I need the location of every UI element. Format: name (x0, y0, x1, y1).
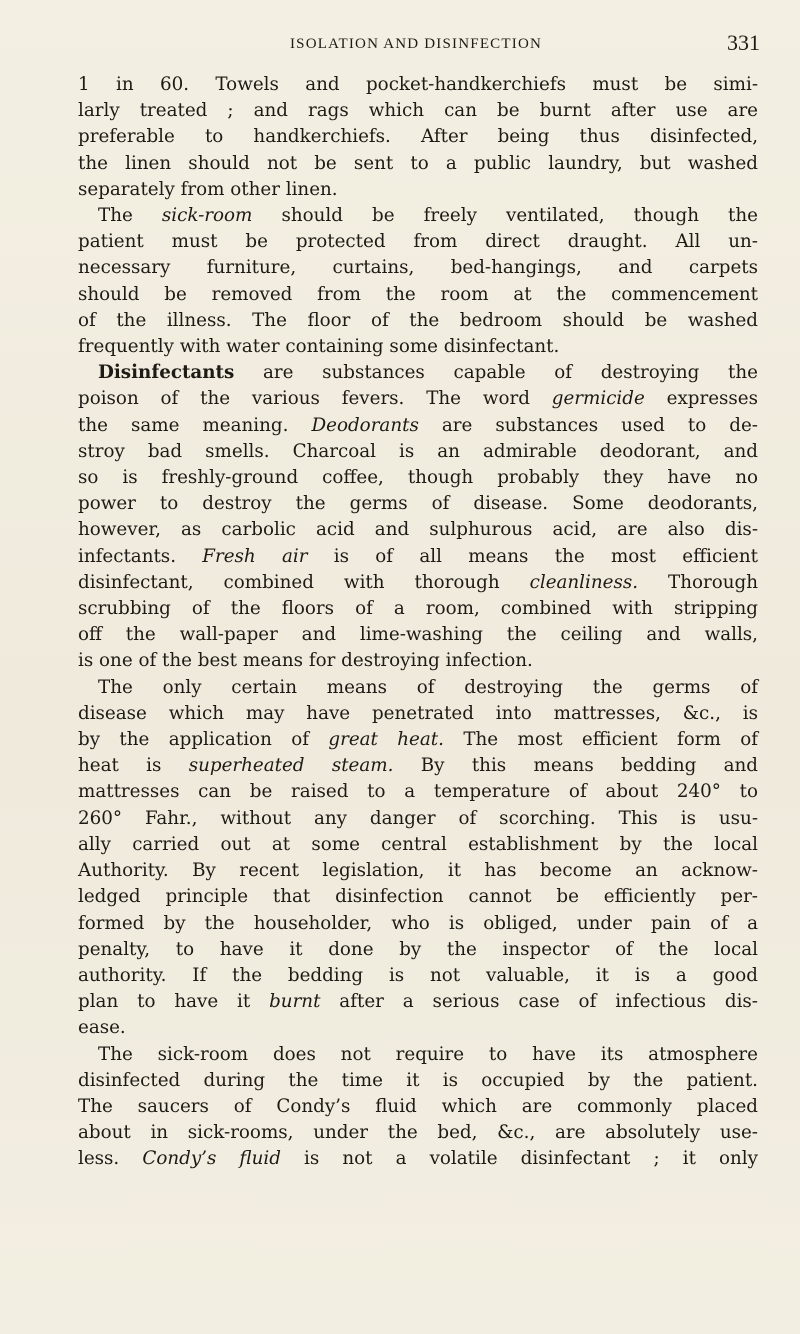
text-line: mattresses can be raised to a temperature of about 240° to (78, 781, 758, 803)
text-line: formed by the householder, who is obliged, under pain of a (78, 912, 758, 934)
text-segment: should be freely ventilated, though the (252, 205, 758, 227)
text-segment: are substances used to de- (418, 414, 758, 436)
text-line: is one of the best means for destroying infection. (78, 650, 533, 672)
italic-term: cleanliness. (529, 571, 639, 593)
text-segment: The (98, 205, 162, 227)
text-line: stroy bad smells. Charcoal is an admirable deodorant, and (78, 440, 758, 462)
text-line: The sick-room does not require to have its atmosphere (98, 1043, 758, 1065)
text-line (78, 203, 758, 229)
italic-term: Condy’s fluid (142, 1148, 281, 1170)
text-line: frequently with water containing some disinfectant. (78, 336, 560, 358)
text-line (78, 570, 758, 596)
italic-term: Fresh air (202, 545, 308, 567)
italic-term: great heat. (328, 729, 444, 751)
text-line: scrubbing of the floors of a room, combined with stripping (78, 598, 758, 620)
text-segment: poison of the various fevers. The word (78, 388, 552, 410)
text-line: 260° Fahr., without any danger of scorching. This is usu- (78, 807, 758, 829)
text-line: The saucers of Condy’s fluid which are commonly placed (78, 1095, 758, 1117)
text-line: patient must be protected from direct draught. All un- (78, 231, 758, 253)
running-head: ISOLATION AND DISINFECTION (289, 36, 543, 52)
text-line: off the wall-paper and lime-washing the ceiling and walls, (78, 624, 758, 646)
text-line: ally carried out at some central establishment by the local (78, 833, 758, 855)
text-line: however, as carbolic acid and sulphurous acid, are also dis- (78, 519, 758, 541)
text-segment: less. (78, 1148, 143, 1170)
text-segment: are substances capable of destroying the (234, 362, 758, 384)
text-segment: infectants. (78, 545, 203, 567)
text-line: authority. If the bedding is not valuable, it is a good (78, 964, 758, 986)
text-segment: by the application of (78, 729, 329, 751)
text-line: disinfected during the time it is occupied by the patient. (78, 1069, 758, 1091)
text-line: The only certain means of destroying the germs of (98, 676, 758, 698)
text-line (78, 989, 758, 1015)
text-line (78, 544, 758, 570)
page-header (72, 30, 760, 64)
text-line: separately from other linen. (78, 178, 338, 200)
text-line: Authority. By recent legislation, it has become an acknow- (78, 860, 758, 882)
text-line (78, 727, 758, 753)
text-segment: disinfectant, combined with thorough (78, 571, 530, 593)
text-segment: is of all means the most efficient (307, 545, 758, 567)
text-segment: is not a volatile disinfectant ; it only (280, 1148, 758, 1170)
text-line: ledged principle that disinfection cannot be efficiently per- (78, 886, 758, 908)
text-line: larly treated ; and rags which can be burnt after use are (78, 100, 758, 122)
text-segment: Thorough (638, 571, 759, 593)
text-line: of the illness. The floor of the bedroom should be washed (78, 309, 758, 331)
text-line: so is freshly-ground coffee, though probably they have no (78, 467, 758, 489)
text-line (78, 386, 758, 412)
text-line (78, 1146, 758, 1172)
text-segment: heat is (78, 755, 189, 777)
bold-term: Disinfectants (98, 362, 235, 384)
text-line: power to destroy the germs of disease. Some deodorants, (78, 493, 758, 515)
text-line (78, 360, 758, 386)
text-line: disease which may have penetrated into mattresses, &c., is (78, 702, 758, 724)
page-number: 331 (727, 30, 760, 55)
text-segment: plan to have it (78, 991, 270, 1013)
text-line: necessary furniture, curtains, bed-hangings, and carpets (78, 257, 758, 279)
text-line: ease. (78, 1017, 126, 1039)
text-line (78, 413, 758, 439)
text-line: the linen should not be sent to a public laundry, but washed (78, 152, 758, 174)
italic-term: germicide (551, 388, 645, 410)
text-segment: the same meaning. (78, 414, 312, 436)
text-line: preferable to handkerchiefs. After being thus disinfected, (78, 126, 758, 148)
text-segment: The most efficient form of (443, 729, 758, 751)
body-text (78, 72, 758, 1173)
text-segment: after a serious case of infectious dis- (320, 991, 758, 1013)
text-line: 1 in 60. Towels and pocket-handkerchiefs must be simi- (78, 74, 758, 95)
italic-term: sick-room (161, 205, 253, 227)
text-line: should be removed from the room at the commencement (78, 283, 758, 305)
text-line: about in sick-rooms, under the bed, &c., are absolutely use- (78, 1122, 758, 1144)
text-segment: expresses (644, 388, 758, 410)
italic-term: Deodorants (311, 414, 419, 436)
italic-term: burnt (269, 991, 321, 1013)
text-line (78, 753, 758, 779)
text-segment: By this means bedding and (393, 755, 758, 777)
text-line: penalty, to have it done by the inspector of the local (78, 938, 758, 960)
italic-term: superheated steam. (188, 755, 394, 777)
